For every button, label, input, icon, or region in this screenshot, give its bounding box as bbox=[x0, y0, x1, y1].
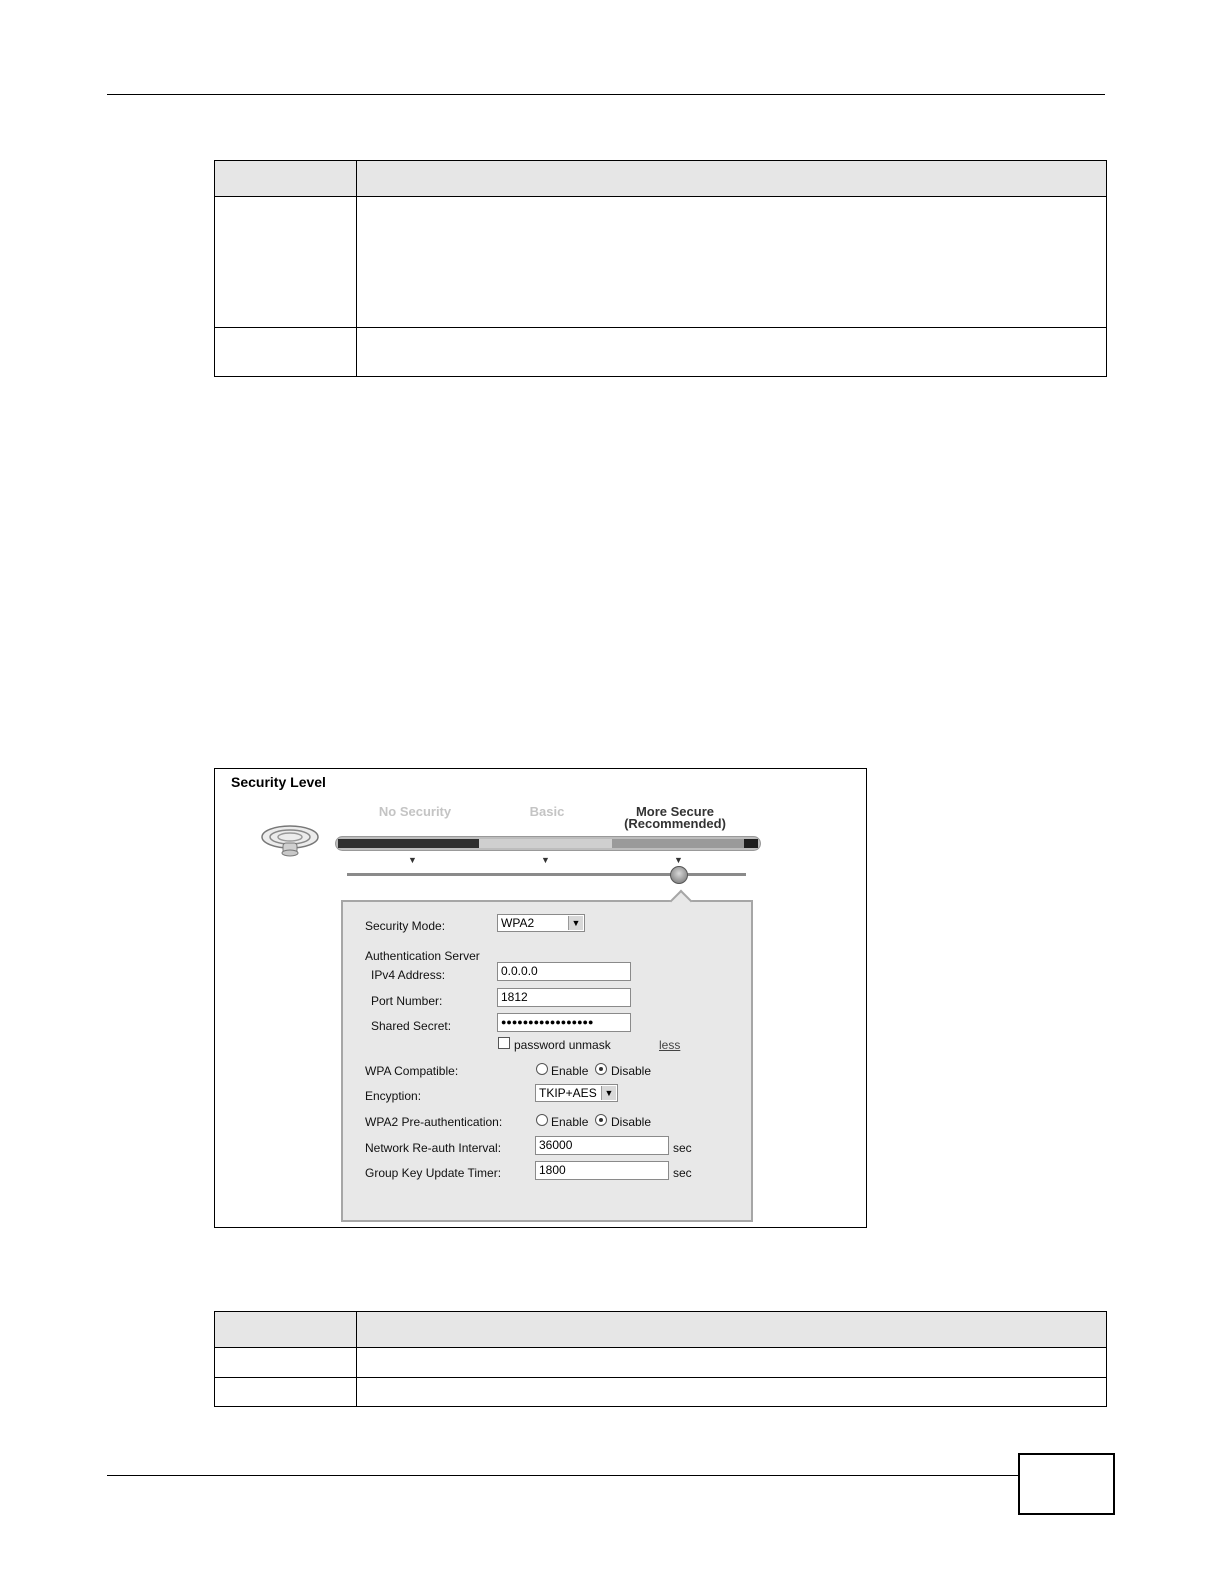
encryption-select[interactable] bbox=[535, 1084, 618, 1102]
password-unmask-checkbox[interactable] bbox=[498, 1037, 510, 1049]
wireless-router-icon bbox=[259, 821, 321, 861]
page-number-box bbox=[1018, 1453, 1115, 1515]
reauth-interval-unit: sec bbox=[673, 1141, 692, 1155]
level-bar-end-segment bbox=[744, 839, 758, 848]
level-bar-dark-segment bbox=[338, 839, 479, 848]
ipv4-address-label: IPv4 Address: bbox=[371, 968, 446, 982]
top-table bbox=[214, 160, 1107, 377]
group-key-timer-unit: sec bbox=[673, 1166, 692, 1180]
security-level-bar[interactable] bbox=[335, 836, 761, 851]
level-bar-mid-segment bbox=[612, 839, 744, 848]
header-rule bbox=[107, 94, 1105, 95]
level-marker-icon: ▼ bbox=[674, 855, 683, 865]
level-label-no-security[interactable]: No Security bbox=[378, 804, 452, 819]
level-label-more-secure[interactable]: More Secure bbox=[635, 804, 715, 819]
wpa2-preauth-disable-radio[interactable] bbox=[595, 1114, 607, 1126]
chevron-down-icon: ▼ bbox=[601, 1086, 616, 1100]
group-key-timer-input[interactable]: 1800 bbox=[535, 1161, 669, 1180]
auth-server-heading: Authentication Server bbox=[365, 949, 480, 963]
reauth-interval-input[interactable]: 36000 bbox=[535, 1136, 669, 1155]
level-label-basic[interactable]: Basic bbox=[529, 804, 565, 819]
security-mode-label: Security Mode: bbox=[365, 919, 446, 933]
security-settings-panel bbox=[341, 900, 753, 1222]
table-row bbox=[215, 328, 1107, 377]
wpa-compatible-disable-label: Disable bbox=[611, 1064, 652, 1078]
encryption-label: Encyption: bbox=[365, 1089, 422, 1103]
wpa2-preauth-enable-radio[interactable] bbox=[536, 1114, 548, 1126]
bottom-table bbox=[214, 1311, 1107, 1407]
security-mode-select[interactable] bbox=[497, 914, 585, 932]
wpa-compatible-label: WPA Compatible: bbox=[365, 1064, 459, 1078]
security-mode-value: WPA2 bbox=[501, 916, 535, 930]
table-row bbox=[215, 197, 1107, 328]
group-key-timer-label: Group Key Update Timer: bbox=[365, 1166, 502, 1180]
shared-secret-input[interactable]: ●●●●●●●●●●●●●●●●● bbox=[497, 1013, 631, 1032]
chevron-down-icon: ▼ bbox=[568, 916, 583, 930]
ipv4-address-input[interactable]: 0.0.0.0 bbox=[497, 962, 631, 981]
security-level-title: Security Level bbox=[231, 774, 326, 790]
panel-pointer bbox=[670, 890, 693, 913]
password-unmask-label: password unmask bbox=[514, 1038, 611, 1052]
wpa2-preauth-label: WPA2 Pre-authentication: bbox=[365, 1115, 503, 1129]
less-link[interactable]: less bbox=[659, 1038, 681, 1052]
reauth-interval-label: Network Re-auth Interval: bbox=[365, 1141, 502, 1155]
table-header-row bbox=[215, 1312, 1107, 1348]
footer-rule bbox=[107, 1475, 1018, 1476]
security-level-screenshot bbox=[214, 768, 867, 1228]
encryption-value: TKIP+AES bbox=[539, 1086, 597, 1100]
table-header-row bbox=[215, 161, 1107, 197]
level-label-recommended: (Recommended) bbox=[624, 816, 726, 831]
port-number-label: Port Number: bbox=[371, 994, 443, 1008]
table-row bbox=[215, 1348, 1107, 1378]
level-marker-icon: ▼ bbox=[408, 855, 417, 865]
wpa-compatible-enable-label: Enable bbox=[551, 1064, 589, 1078]
wpa-compatible-enable-radio[interactable] bbox=[536, 1063, 548, 1075]
wpa2-preauth-enable-label: Enable bbox=[551, 1115, 589, 1129]
level-bar-light-segment bbox=[479, 839, 612, 848]
table-row bbox=[215, 1378, 1107, 1407]
security-slider-handle[interactable] bbox=[670, 866, 688, 884]
port-number-input[interactable]: 1812 bbox=[497, 988, 631, 1007]
level-marker-icon: ▼ bbox=[541, 855, 550, 865]
wpa-compatible-disable-radio[interactable] bbox=[595, 1063, 607, 1075]
wpa2-preauth-disable-label: Disable bbox=[611, 1115, 652, 1129]
shared-secret-label: Shared Secret: bbox=[371, 1019, 452, 1033]
